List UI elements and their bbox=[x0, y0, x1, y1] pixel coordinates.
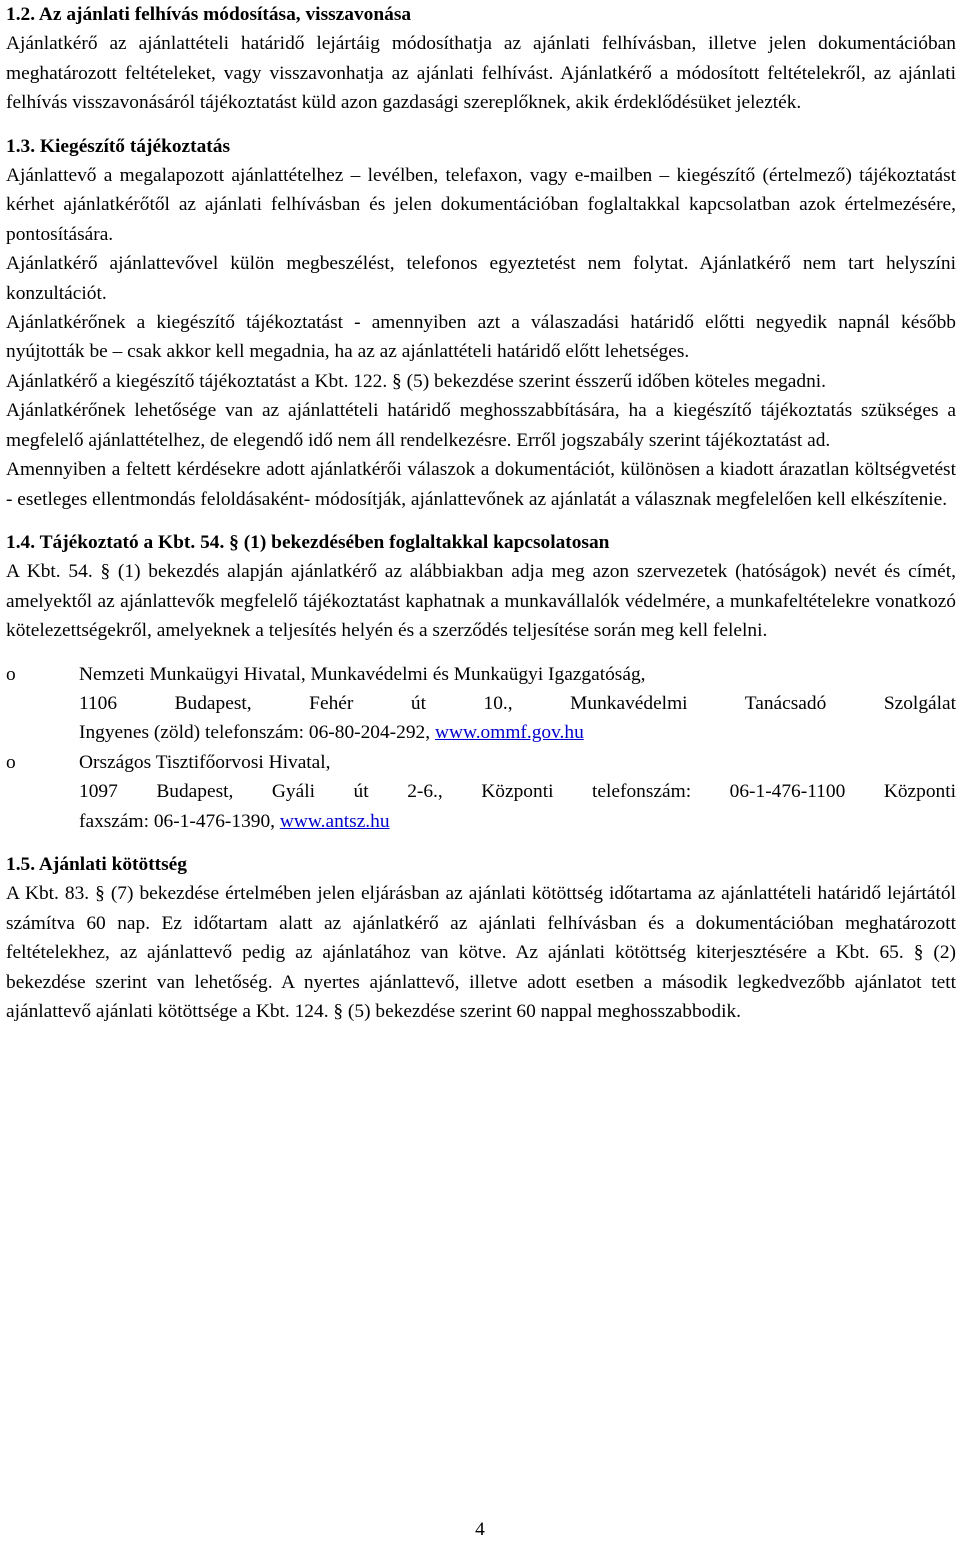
list-item bbox=[6, 748, 956, 836]
authority-phone: Ingyenes (zöld) telefonszám: 06-80-204-292, bbox=[79, 722, 435, 744]
section-1-5-heading: 1.5. Ajánlati kötöttség bbox=[6, 853, 187, 875]
spacer bbox=[6, 836, 956, 850]
bullet-marker: o bbox=[6, 751, 16, 773]
section-1-4-paragraph: A Kbt. 54. § (1) bekezdés alapján ajánlatkérő az alábbiakban adja meg azon szervezetek (hatóságok) nevét és címét, amelyektől az ajánlattevők megfelelő tájékoztatást kaphatnak a munkavállalók védelmére, a munkafeltételekre vonatkozó kötelezettségekről, amelyeknek a teljesítés helyén és a szerződés teljesítése során meg kell felelni. bbox=[6, 561, 956, 642]
authority-contact bbox=[79, 807, 956, 836]
bullet-marker: o bbox=[6, 663, 16, 685]
section-1-2-heading: 1.2. Az ajánlati felhívás módosítása, visszavonása bbox=[6, 4, 412, 25]
spacer bbox=[6, 118, 956, 132]
authority-address: 1097 Budapest, Gyáli út 2-6., Központi telefonszám: 06-1-476-1100 Központi bbox=[79, 781, 956, 803]
section-1-3-paragraph-6: Amennyiben a feltett kérdésekre adott ajánlatkérői válaszok a dokumentációt, különösen a kiadott árazatlan költségvetést - esetleges ellentmondás feloldásaként- módosítják, ajánlattevőnek az ajánlatát a válasznak megfelelően kell elkészítenie. bbox=[6, 459, 956, 510]
section-1-3-heading: 1.3. Kiegészítő tájékoztatás bbox=[6, 135, 231, 157]
authority-website-link[interactable]: www.antsz.hu bbox=[279, 810, 390, 832]
authority-address: 1106 Budapest, Fehér út 10., Munkavédelmi Tanácsadó Szolgálat bbox=[79, 692, 956, 714]
authority-name: Országos Tisztifőorvosi Hivatal, bbox=[79, 751, 331, 773]
section-1-2-paragraph: Ajánlatkérő az ajánlattételi határidő lejártáig módosíthatja az ajánlati felhívásban, illetve jelen dokumentációban meghatározott feltételeket, vagy visszavonhatja az ajánlati felhívást. Ajánlatkérő a módosított feltételekről, az ajánlati felhívás visszavonásáról tájékoztatást küld azon gazdasági szereplőknek, akik érdeklődésüket jelezték. bbox=[6, 33, 956, 114]
page-number: 4 bbox=[475, 1519, 485, 1540]
section-1-4-heading: 1.4. Tájékoztató a Kbt. 54. § (1) bekezdésében foglaltakkal kapcsolatosan bbox=[6, 531, 610, 553]
section-1-3-paragraph-5: Ajánlatkérőnek lehetősége van az ajánlattételi határidő meghosszabbítására, ha a kiegészítő tájékoztatás szükséges a megfelelő ajánlattételhez, de elegendő idő nem áll rendelkezésre. Erről jogszabály szerint tájékoztatást ad. bbox=[6, 400, 956, 451]
authority-name: Nemzeti Munkaügyi Hivatal, Munkavédelmi és Munkaügyi Igazgatóság, bbox=[79, 663, 646, 685]
section-1-3-paragraph-3: Ajánlatkérőnek a kiegészítő tájékoztatást - amennyiben azt a válaszadási határidő előtti negyedik napnál később nyújtották be – csak akkor kell megadnia, ha az az ajánlattételi határidő előtt lehetséges. bbox=[6, 312, 956, 363]
spacer bbox=[6, 646, 956, 660]
section-1-3-paragraph-1: Ajánlattevő a megalapozott ajánlattételhez – levélben, telefaxon, vagy e-mailben – kiegészítő (értelmező) tájékoztatást kérhet ajánlatkérőtől az ajánlati felhívásban és jelen dokumentációban foglaltakkal kapcsolatban azok értelmezésére, pontosítására. bbox=[6, 165, 956, 245]
authority-contact bbox=[79, 718, 956, 747]
document-page bbox=[6, 0, 956, 1026]
list-item bbox=[6, 660, 956, 748]
section-1-3-paragraph-4: Ajánlatkérő a kiegészítő tájékoztatást a Kbt. 122. § (5) bekezdése szerint ésszerű időben köteles megadni. bbox=[6, 370, 827, 392]
authority-list bbox=[6, 660, 956, 836]
spacer bbox=[6, 514, 956, 528]
section-1-5-paragraph: A Kbt. 83. § (7) bekezdése értelmében jelen eljárásban az ajánlati kötöttség időtartama az ajánlattételi határidő lejártától számítva 60 nap. Ez időtartam alatt az ajánlatkérő az ajánlati felhívásban és a dokumentációban meghatározott feltételekhez, az ajánlattevő pedig az ajánlatához van kötve. Az ajánlati kötöttség kiterjesztésére a Kbt. 65. § (2) bekezdése szerint van lehetőség. A nyertes ajánlattevő, illetve adott esetben a második legkedvezőbb ajánlatot tett ajánlattevő ajánlati kötöttsége a Kbt. 124. § (5) bekezdése szerint 60 nappal meghosszabbodik. bbox=[6, 883, 956, 1022]
authority-website-link[interactable]: www.ommf.gov.hu bbox=[434, 722, 584, 744]
section-1-3-paragraph-2: Ajánlatkérő ajánlattevővel külön megbeszélést, telefonos egyeztetést nem folytat. Ajánlatkérő nem tart helyszíni konzultációt. bbox=[6, 253, 956, 304]
authority-fax: faxszám: 06-1-476-1390, bbox=[79, 810, 280, 832]
